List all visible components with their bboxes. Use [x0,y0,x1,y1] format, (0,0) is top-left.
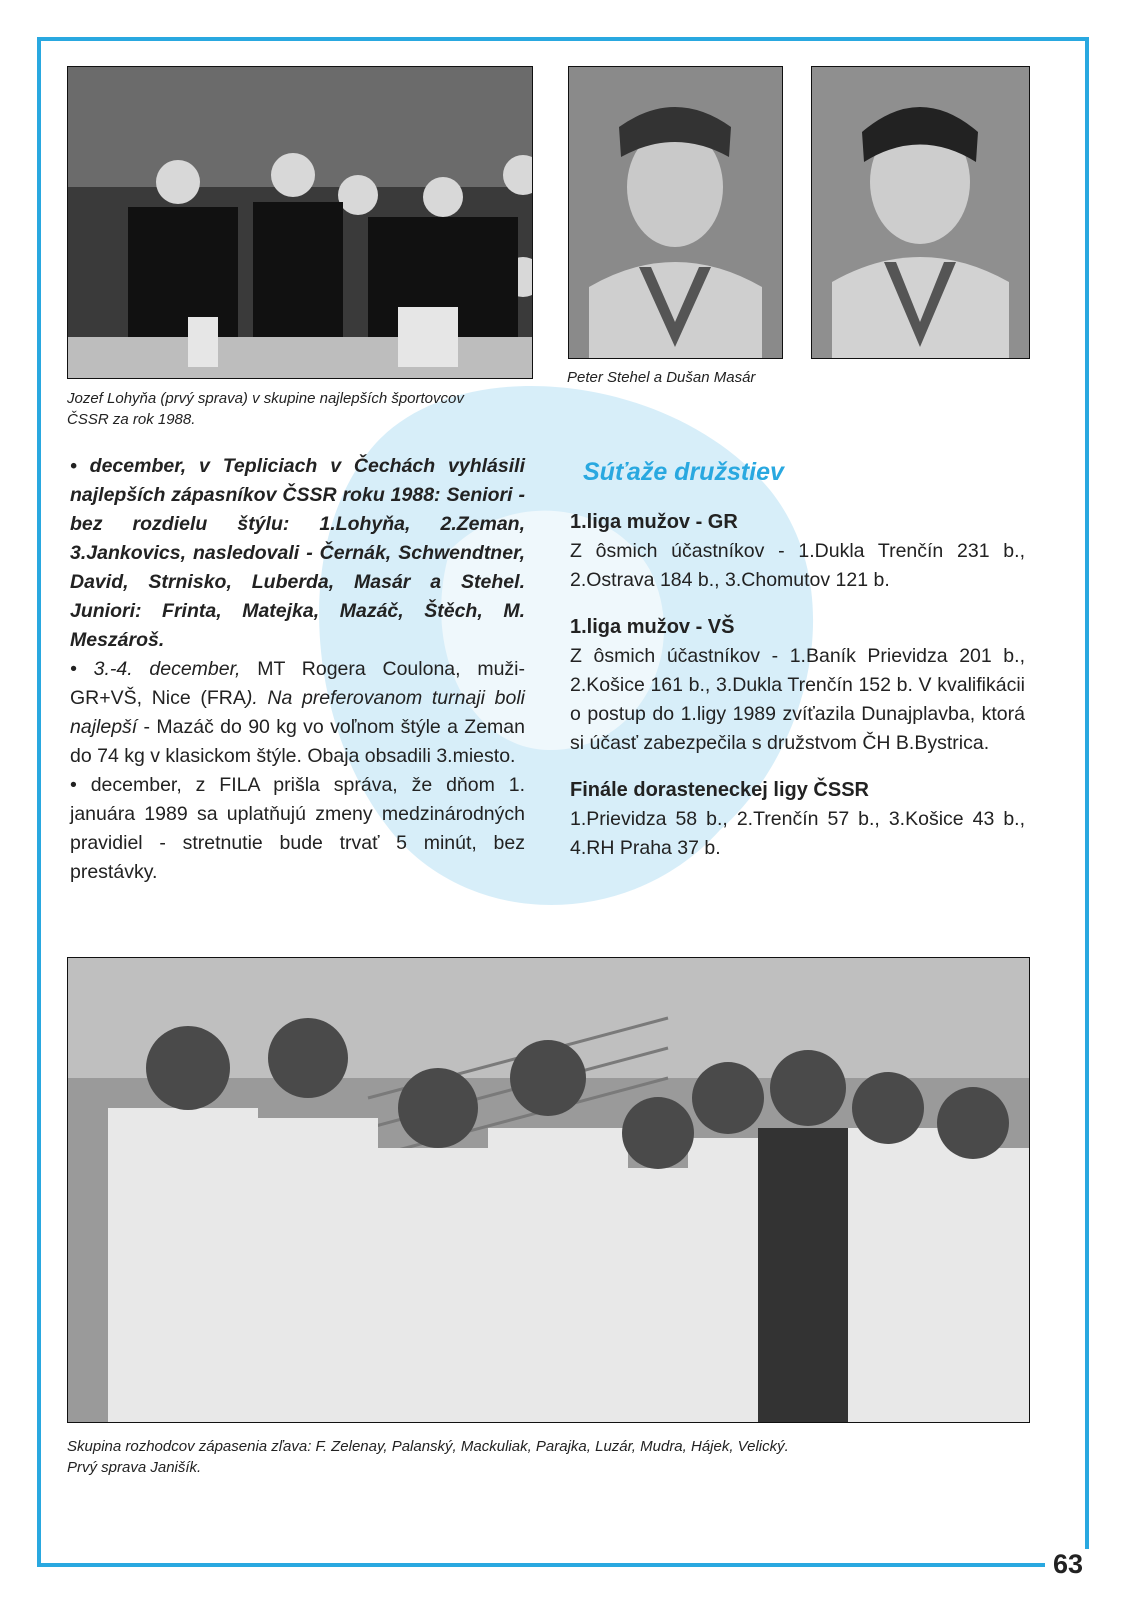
team-photo-caption: Jozef Lohyňa (prvý sprava) v skupine najlepších športovcov ČSSR za rok 1988. [67,390,464,428]
page-number: 63 [1045,1549,1091,1580]
portrait-stehel [568,66,783,359]
tournament-paragraph: • 3.-4. december, MT Rogera Coulona, muži-GR+VŠ, Nice (FRA). Na preferovanom turnaji boli najlepší - Mazáč do 90 kg vo voľnom štýle a Zeman do 74 kg v klasickom štýle. Obaja obsadili 3.miesto. [70,658,525,767]
referees-caption: Skupina rozhodcov zápasenia zľava: F. Zelenay, Palanský, Mackuliak, Parajka, Luzár, Mudra, Hájek, Velický. Prvý sprava Janišík. [67,1438,789,1476]
portrait-masar [811,66,1030,359]
left-text-column [70,452,525,887]
gr-league-heading: 1.liga mužov - GR [570,511,738,533]
portraits-caption: Peter Stehel a Dušan Masár [567,369,756,386]
awards-paragraph: • december, v Tepliciach v Čechách vyhlásili najlepších zápasníkov ČSSR roku 1988: Seniori - bez rozdielu štýlu: 1.Lohyňa, 2.Zeman, 3.Jankovics, nasledovali - Černák, Schwendtner, David, Strnisko, Luberda, Masár a Stehel. Juniori: Frinta, Matejka, Mazáč, Štěch, M. Meszároš. [70,455,525,651]
right-text-column [570,508,1025,881]
gr-league-results: Z ôsmich účastníkov - 1.Dukla Trenčín 231 b., 2.Ostrava 184 b., 3.Chomutov 121 b. [570,540,1025,591]
team-photo [67,66,533,379]
junior-league-results: 1.Prievidza 58 b., 2.Trenčín 57 b., 3.Košice 43 b., 4.RH Praha 37 b. [570,808,1025,859]
fila-rules-paragraph: • december, z FILA prišla správa, že dňom 1. januára 1989 sa uplatňujú zmeny medzinárodných pravidiel - stretnutie bude trvať 5 minút, bez prestávky. [70,774,525,883]
referees-photo [67,957,1030,1423]
junior-league-heading: Finále dorasteneckej ligy ČSSR [570,779,869,801]
vs-league-results: Z ôsmich účastníkov - 1.Baník Prievidza 201 b., 2.Košice 161 b., 3.Dukla Trenčín 152 b. V kvalifikácii o postup do 1.ligy 1989 zvíťazila Dunajplavba, ktorá si účasť zabezpečila s družstvom ČH B.Bystrica. [570,645,1025,754]
vs-league-heading: 1.liga mužov - VŠ [570,616,735,638]
section-title: Súťaže družstiev [583,458,784,486]
